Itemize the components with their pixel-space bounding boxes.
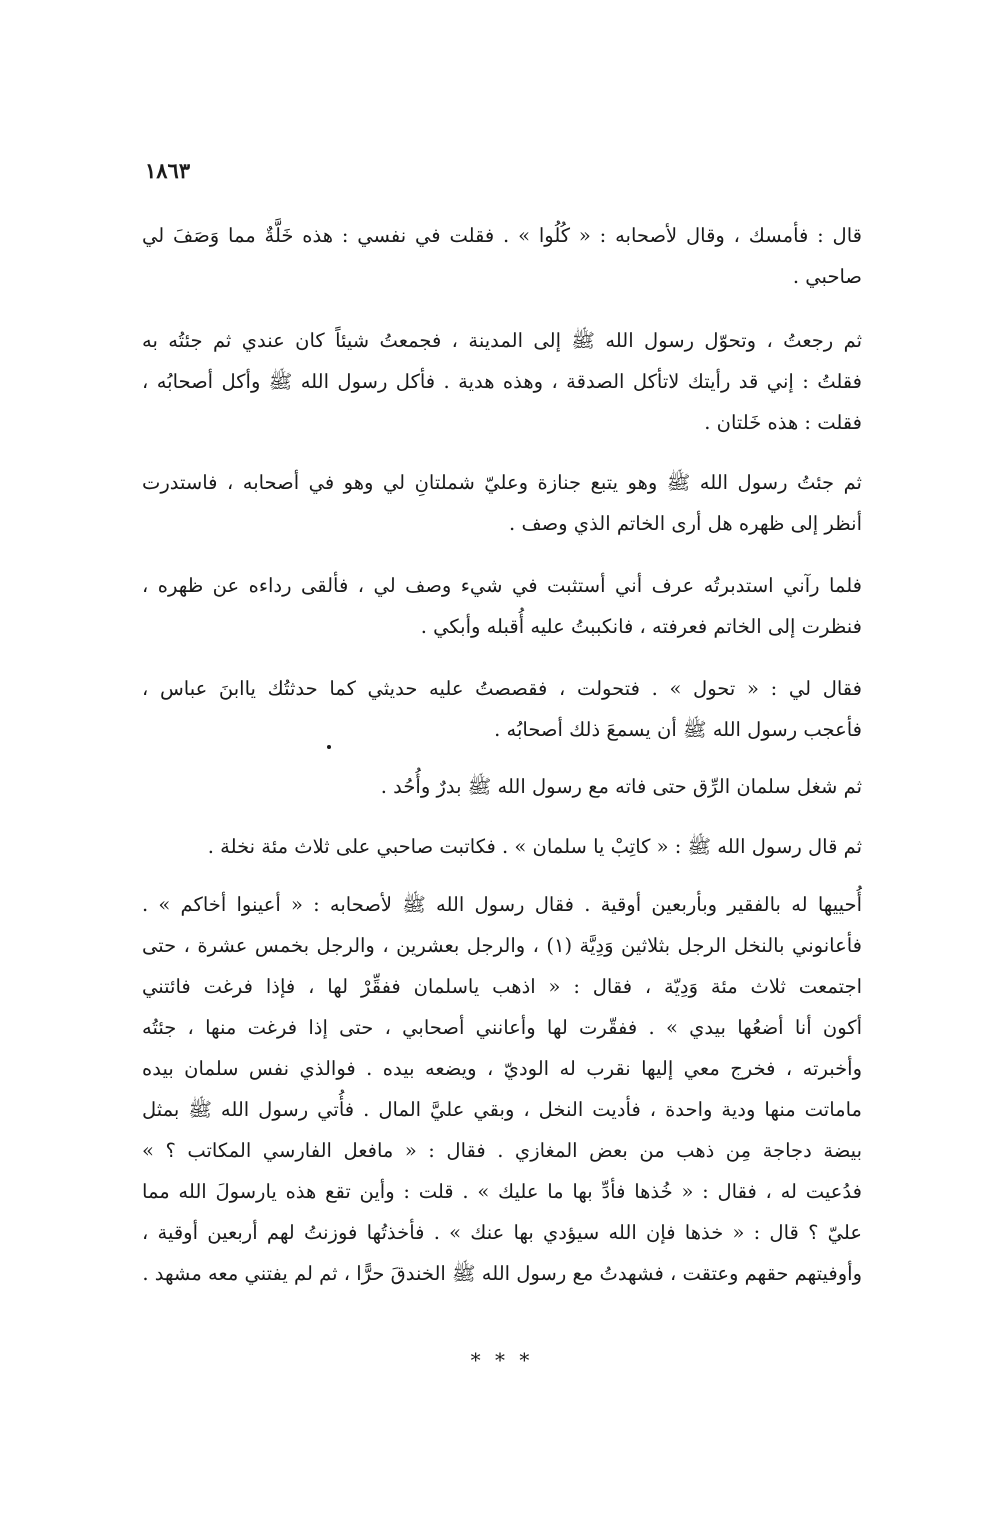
paragraph-2 bbox=[142, 320, 862, 443]
text-line: فقلتُ : إني قد رأيتك لاتأكل الصدقة ، وهذه هدية . فأكل رسول الله ﷺ وأكل أصحابُه ، bbox=[142, 370, 862, 393]
text-line: أنظر إلى ظهره هل أرى الخاتم الذي وصف . bbox=[509, 512, 862, 535]
paragraph-8 bbox=[142, 884, 862, 1294]
text-line: فأعجب رسول الله ﷺ أن يسمعَ ذلك أصحابُه . bbox=[494, 718, 862, 741]
text-line: قال : فأمسك ، وقال لأصحابه : « كُلُوا » . فقلت في نفسي : هذه خَلَّةٌ مما وَصَفَ لي bbox=[142, 224, 862, 247]
text-line: بيضة دجاجة مِن ذهب من بعض المغازي . فقال : « مافعل الفارسي المكاتب ؟ » bbox=[142, 1139, 862, 1162]
paragraph-1 bbox=[142, 215, 862, 297]
text-line: صاحبي . bbox=[792, 265, 862, 288]
text-line: ثم رجعتُ ، وتحوّل رسول الله ﷺ إلى المدينة ، فجمعتُ شيئاً كان عندي ثم جئتُه به bbox=[142, 329, 862, 352]
text-line: اجتمعت ثلاث مئة وَدِيّة ، فقال : « اذهب ياسلمان ففقِّرْ لها ، فإذا فرغت فائتني bbox=[142, 975, 862, 998]
paragraph-3 bbox=[142, 462, 862, 544]
text-line: وأخبرته ، فخرج معي إليها نقرب له الوديّ ، ويضعه بيده . فوالذي نفس سلمان بيده bbox=[142, 1057, 862, 1080]
text-line: عليّ ؟ قال : « خذها فإن الله سيؤدي بها عنك » . فأخذتُها فوزنتُ لهم أربعين أوقية ، bbox=[142, 1221, 862, 1244]
paragraph-4 bbox=[142, 565, 862, 647]
text-line: أكون أنا أضعُها بيدي » . ففقّرت لها وأعانني أصحابي ، حتى إذا فرغت منها ، جئتُه bbox=[142, 1016, 862, 1039]
text-line: فلما رآني استدبرتُه عرف أني أستثبت في شيء وصف لي ، فألقى رداءه عن ظهره ، bbox=[142, 574, 862, 597]
text-line: أُحييها له بالفقير وبأربعين أوقية . فقال رسول الله ﷺ لأصحابه : « أعينوا أخاكم » . bbox=[142, 893, 862, 916]
text-line: فنظرت إلى الخاتم فعرفته ، فانكببتُ عليه أُقبله وأبكي . bbox=[420, 615, 862, 638]
stray-dot bbox=[327, 745, 331, 749]
text-line: ثم قال رسول الله ﷺ : « كاتِبْ يا سلمان » . فكاتبت صاحبي على ثلاث مئة نخلة . bbox=[207, 835, 862, 858]
text-line: ثم جئتُ رسول الله ﷺ وهو يتبع جنازة وعليّ شملتانِ لي وهو في أصحابه ، فاستدرت bbox=[142, 471, 862, 494]
text-line: فقال لي : « تحول » . فتحولت ، فقصصتُ عليه حديثي كما حدثتُك ياابنَ عباس ، bbox=[142, 677, 862, 700]
section-separator: * * * bbox=[470, 1348, 534, 1372]
text-line: ماماتت منها ودية واحدة ، فأديت النخل ، وبقي عليَّ المال . فأُتي رسول الله ﷺ بمثل bbox=[142, 1098, 862, 1121]
text-line: فقلت : هذه خَلتان . bbox=[704, 411, 862, 434]
text-line: فأعانوني بالنخل الرجل بثلاثين وَدِيَّة (١) ، والرجل بعشرين ، والرجل بخمس عشرة ، حتى bbox=[142, 934, 862, 957]
paragraph-7 bbox=[142, 826, 862, 867]
text-line: فدُعيت له ، فقال : « خُذها فأدِّ بها ما عليك » . قلت : وأين تقع هذه يارسولَ الله مما bbox=[142, 1180, 862, 1203]
paragraph-5 bbox=[142, 668, 862, 750]
page-number: ١٨٦٣ bbox=[145, 158, 191, 183]
paragraph-6 bbox=[142, 766, 862, 807]
text-line: ثم شغل سلمان الرِّق حتى فاته مع رسول الله ﷺ بدرٌ وأُحُد . bbox=[380, 775, 862, 798]
text-line: وأوفيتهم حقهم وعتقت ، فشهدتُ مع رسول الله ﷺ الخندقَ حرًّا ، ثم لم يفتني معه مشهد . bbox=[142, 1262, 862, 1285]
